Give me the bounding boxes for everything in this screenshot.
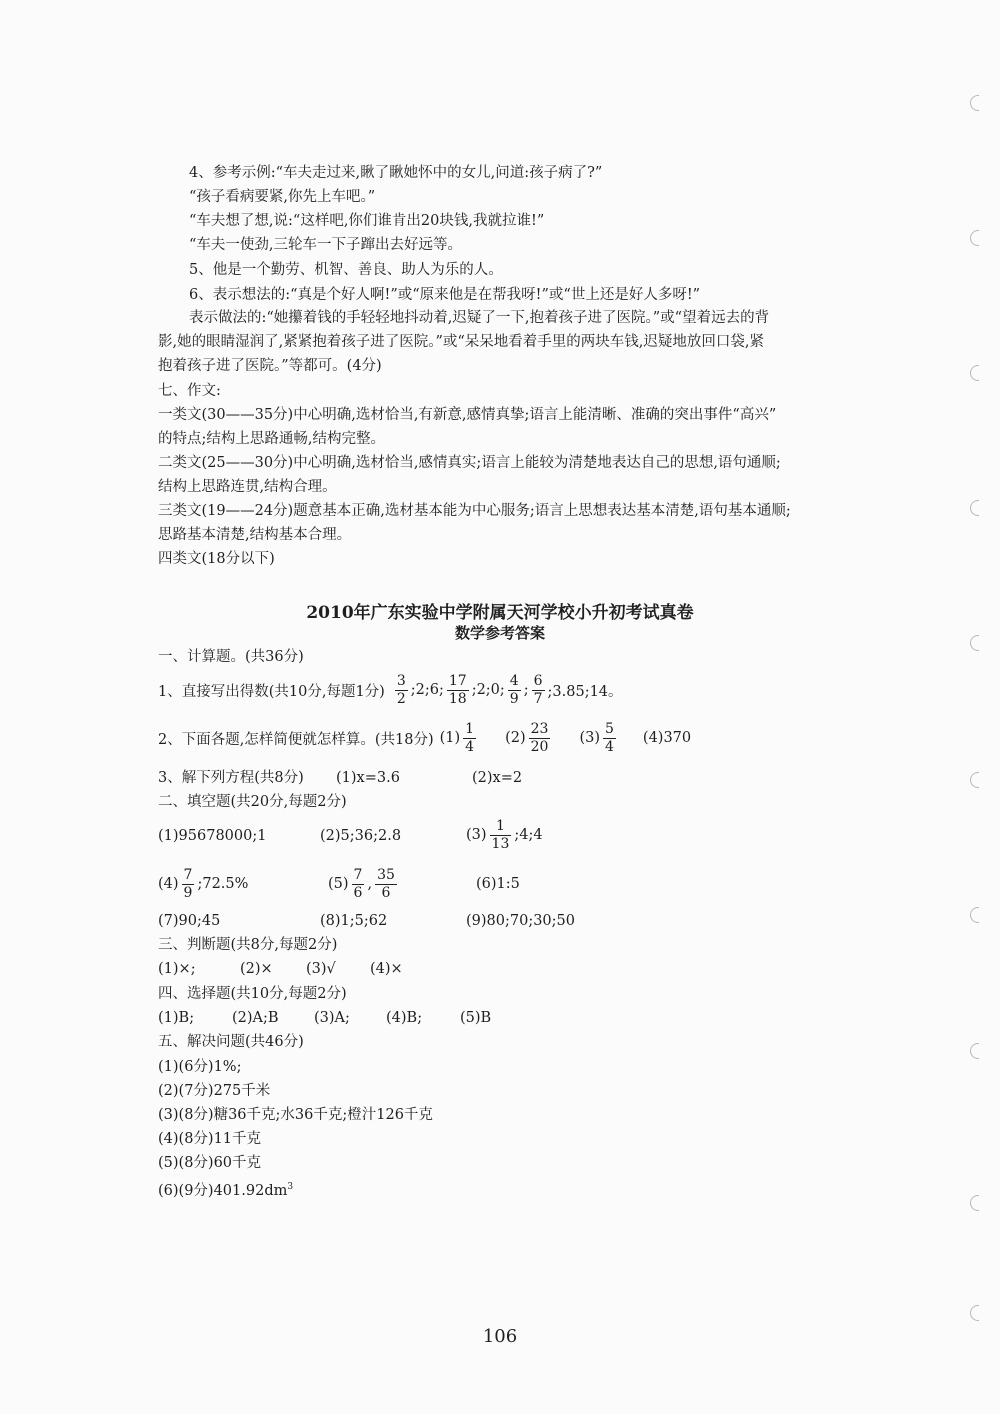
choice-answer: (4)B; (386, 1010, 423, 1026)
answer-line: 三类文(19——24分)题意基本正确,选材基本能为中心服务;语言上思想表达基本清楚,语句基本通顺; (158, 503, 791, 519)
fill-answer: (7)90;45 (158, 913, 221, 929)
fraction: $\frac{17}{18}$ (448, 672, 467, 707)
fill-answer: (9)80;70;30;50 (466, 913, 575, 929)
section-heading: 二、填空题(共20分,每题2分) (158, 794, 347, 810)
answer-line: “孩子看病要紧,你先上车吧。” (189, 189, 376, 205)
answer-line: 表示做法的:“她攥着钱的手轻轻地抖动着,迟疑了一下,抱着孩子进了医院。”或“望着远去的背 (189, 310, 770, 326)
q2-label: 2、下面各题,怎样简便就怎样算。(共18分) (158, 731, 434, 748)
section-heading: 四、选择题(共10分,每题2分) (158, 986, 347, 1002)
section-heading: 一、计算题。(共36分) (158, 649, 304, 665)
fraction: $\frac{23}{20}$ (530, 720, 549, 755)
page-title: 2010年广东实验中学附属天河学校小升初考试真卷 (306, 603, 694, 623)
binding-hole (970, 1305, 979, 1321)
page-number: 106 (482, 1326, 518, 1347)
answer-line: 结构上思路连贯,结构合理。 (158, 479, 337, 495)
fraction: $\frac{35}{6}$ (377, 866, 395, 901)
fill-answer: (1)95678000;1 (158, 828, 267, 844)
solve-answer: (4)(8分)11千克 (158, 1131, 262, 1147)
q1-text: ;3.85;14。 (547, 683, 623, 700)
solve-answer-text: (6)(9分)401.92dm (158, 1182, 288, 1199)
binding-hole (970, 1043, 979, 1059)
fill-answer: (6)1:5 (476, 876, 520, 892)
choice-answer: (5)B (460, 1010, 492, 1026)
fill-answer (466, 815, 543, 855)
fill-part: (3) (466, 827, 487, 843)
answer-line: 影,她的眼睛湿润了,紧紧抱着孩子进了医院。”或“呆呆地看着手里的两块车钱,迟疑地放回口袋,紧 (158, 334, 765, 350)
section-heading: 七、作文: (158, 383, 221, 399)
binding-hole (970, 1195, 979, 1211)
choice-answer: (3)A; (314, 1010, 350, 1026)
fraction: $\frac{4}{9}$ (509, 672, 519, 707)
fraction: $\frac{5}{4}$ (605, 720, 614, 755)
binding-hole (970, 907, 979, 923)
answer-line: 四类文(18分以下) (158, 551, 275, 567)
q2-part: (2) (505, 730, 526, 746)
fill-part: (4) (158, 876, 179, 892)
answer-line: 5、他是一个勤劳、机智、善良、助人为乐的人。 (189, 262, 503, 278)
q2-part: (4)370 (642, 730, 692, 746)
solve-answer (158, 1177, 293, 1201)
solve-answer: (5)(8分)60千克 (158, 1155, 262, 1171)
q3-answer: (1)x=3.6 (336, 770, 400, 786)
binding-hole (970, 365, 979, 381)
fill-answer (328, 864, 400, 904)
binding-hole (970, 95, 979, 111)
q2-part: (1) (439, 730, 461, 746)
q3-label: 3、解下列方程(共8分) (158, 770, 304, 786)
q1-text: ;2;6; (410, 682, 444, 698)
q1-text: ;2;0; (471, 682, 505, 698)
answer-line: “车夫想了想,说:“这样吧,你们谁肯出20块钱,我就拉谁!” (189, 213, 545, 229)
fill-part: ;72.5% (197, 876, 249, 892)
answer-line: 6、表示想法的:“真是个好人啊!”或“原来他是在帮我呀!”或“世上还是好人多呀!” (189, 287, 701, 303)
fraction: $\frac{3}{2}$ (396, 672, 406, 707)
answer-line: “车夫一使劲,三轮车一下子蹿出去好远等。 (189, 237, 463, 253)
section-heading: 三、判断题(共8分,每题2分) (158, 937, 338, 953)
answer-line: 一类文(30——35分)中心明确,选材恰当,有新意,感情真挚;语言上能清晰、准确的突出事件“高兴” (158, 407, 777, 423)
q2-part: (3) (579, 730, 600, 746)
fraction: $\frac{7}{6}$ (353, 866, 363, 901)
fill-part: (5) (328, 876, 349, 892)
section-heading: 五、解决问题(共46分) (158, 1034, 304, 1050)
fill-answer (158, 864, 248, 904)
choice-answer: (1)B; (158, 1010, 195, 1026)
solve-answer: (3)(8分)糖36千克;水36千克;橙汁126千克 (158, 1107, 433, 1123)
fill-answer: (2)5;36;2.8 (320, 828, 402, 844)
fill-part: ;4;4 (514, 827, 543, 843)
q1-text: ; (523, 682, 529, 698)
answer-line: 二类文(25——30分)中心明确,选材恰当,感情真实;语言上能较为清楚地表达自己的思想,语句通顺; (158, 455, 781, 471)
answer-line: 抱着孩子进了医院。”等都可。(4分) (158, 358, 382, 374)
judge-answer: (3)√ (306, 961, 336, 977)
solve-answer: (1)(6分)1%; (158, 1059, 242, 1075)
binding-hole (970, 230, 979, 246)
binding-hole (970, 500, 979, 516)
answer-line: 4、参考示例:“车夫走过来,瞅了瞅她怀中的女儿,问道:孩子病了?” (189, 165, 603, 181)
fraction: $\frac{6}{7}$ (533, 672, 543, 707)
binding-hole (970, 772, 979, 788)
q2-row (158, 718, 691, 758)
fraction: $\frac{1}{4}$ (465, 720, 475, 755)
answer-line: 思路基本清楚,结构基本合理。 (158, 527, 352, 543)
judge-answer: (2)× (240, 961, 273, 977)
fraction: $\frac{7}{9}$ (183, 866, 193, 901)
fill-answer: (8)1;5;62 (320, 913, 388, 929)
judge-answer: (4)× (370, 961, 403, 977)
page-subtitle: 数学参考答案 (454, 624, 545, 642)
fill-part: , (367, 876, 373, 892)
q3-answer: (2)x=2 (472, 770, 523, 786)
fraction: $\frac{1}{13}$ (491, 817, 510, 852)
answer-line: 的特点;结构上思路通畅,结构完整。 (158, 431, 385, 447)
solve-answer: (2)(7分)275千米 (158, 1083, 271, 1099)
choice-answer: (2)A;B (232, 1010, 279, 1026)
cubic-superscript: 3 (287, 1182, 294, 1192)
q1-row (158, 670, 623, 710)
judge-answer: (1)×; (158, 961, 196, 977)
q1-label: 1、直接写出得数(共10分,每题1分) (158, 683, 385, 700)
